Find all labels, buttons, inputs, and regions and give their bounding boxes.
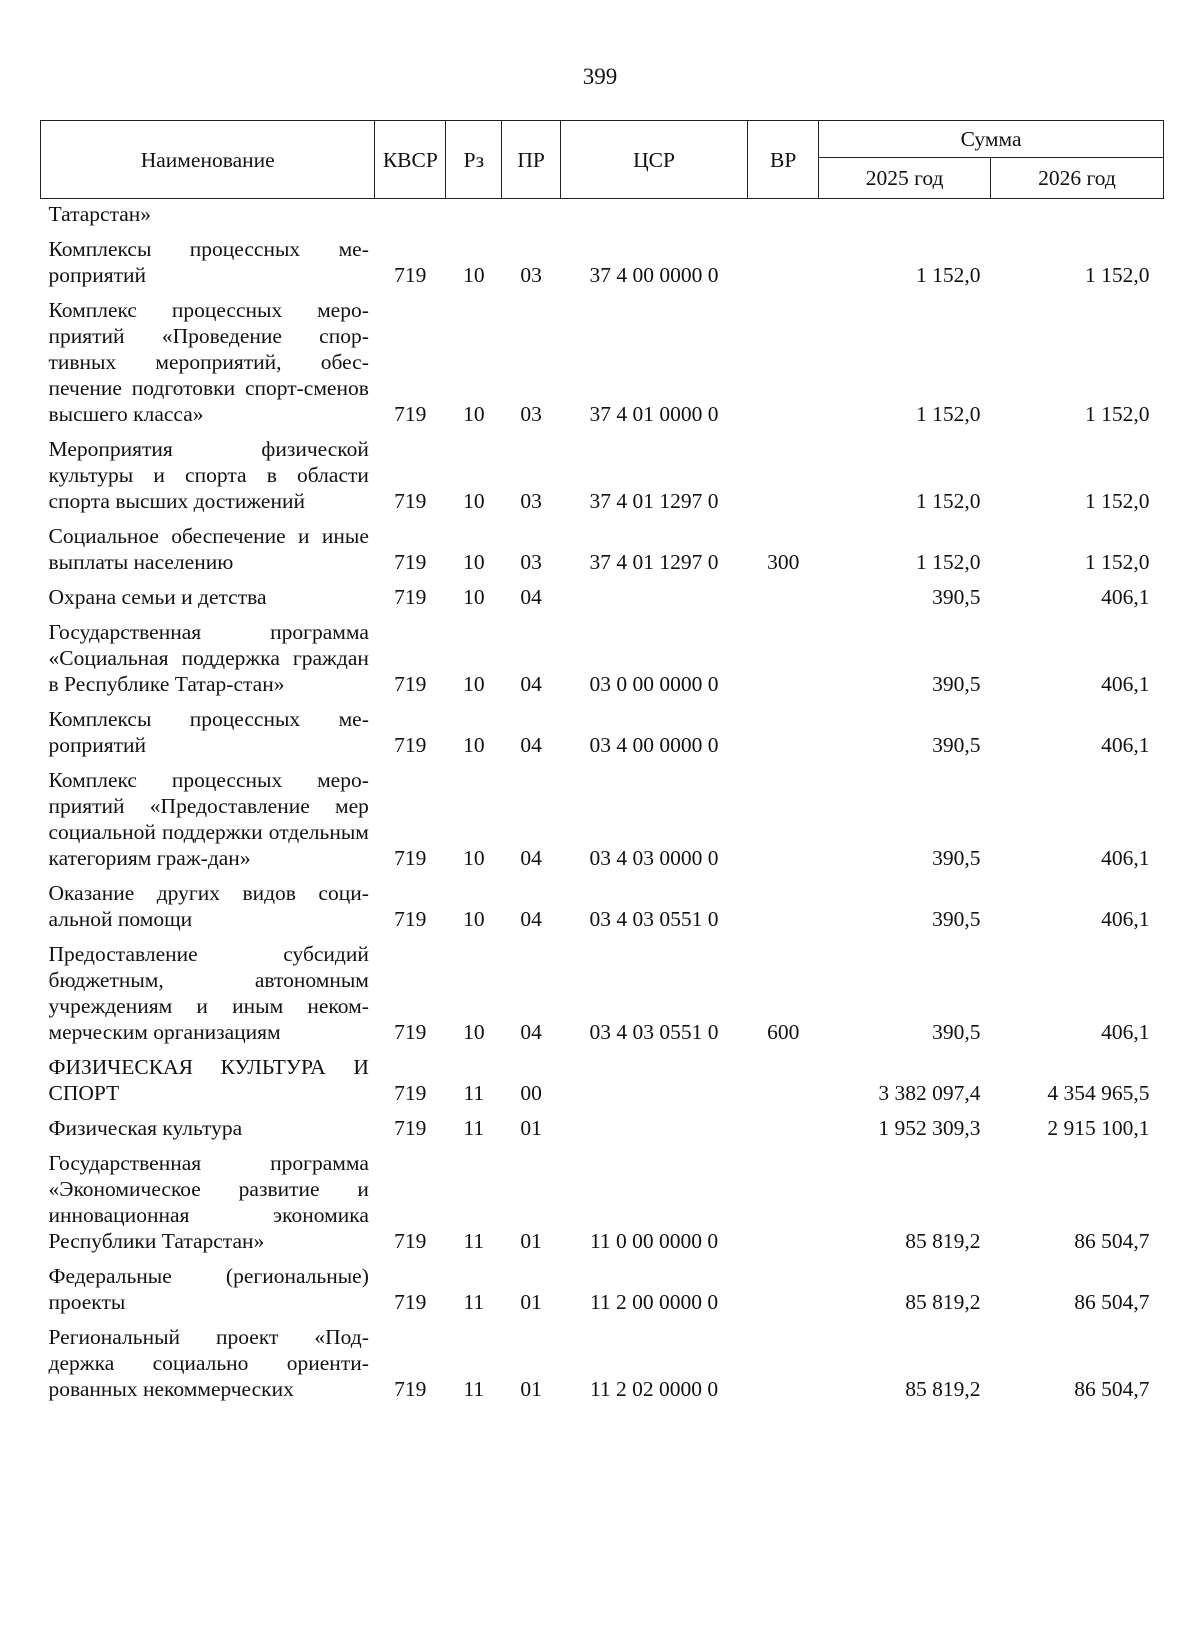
cell-sum-2025: 390,5 [932,907,981,931]
table-row [41,697,1164,758]
cell-kvsr: 719 [394,585,427,609]
cell-vr [748,199,819,228]
cell-sum-2025: 1 152,0 [916,402,981,426]
table-row [41,199,1164,228]
cell-name: Мероприятия физической культуры и спорта в области спорта высших достижений [48,437,369,513]
cell-sum-2025: 390,5 [932,672,981,696]
cell-sum-2025: 390,5 [932,846,981,870]
cell-sum-2026: 406,1 [1101,733,1150,757]
cell-kvsr: 719 [394,1020,427,1044]
cell-vr: 300 [767,550,800,574]
cell-csr: 37 4 01 1297 0 [589,550,719,574]
cell-sum-2025: 390,5 [932,585,981,609]
cell-rz: 11 [463,1229,485,1253]
header-vr: ВР [748,121,819,199]
cell-pr: 03 [520,402,542,426]
cell-name: Государственная программа «Социальная поддержка граждан в Республике Татар-стан» [48,620,369,696]
cell-kvsr: 719 [394,402,427,426]
cell-name: Федеральные (региональные) проекты [48,1264,369,1314]
cell-vr: 600 [767,1020,800,1044]
page-number: 399 [582,64,618,89]
table-row [41,1141,1164,1254]
cell-pr: 01 [520,1116,542,1140]
table-row [41,227,1164,288]
cell-name: ФИЗИЧЕСКАЯ КУЛЬТУРА И СПОРТ [48,1055,369,1105]
cell-kvsr: 719 [394,733,427,757]
table-row [41,932,1164,1045]
cell-kvsr: 719 [394,1081,427,1105]
cell-vr [748,575,819,610]
cell-csr [560,199,748,228]
cell-csr: 03 4 03 0000 0 [589,846,719,870]
cell-rz: 10 [463,402,485,426]
cell-csr: 11 2 02 0000 0 [589,1377,719,1401]
cell-sum-2026: 4 354 965,5 [1047,1081,1150,1105]
cell-kvsr: 719 [394,489,427,513]
cell-sum-2025: 1 152,0 [916,489,981,513]
cell-csr: 37 4 01 1297 0 [589,489,719,513]
cell-rz [446,199,502,228]
table-row [41,1045,1164,1106]
cell-sum-2026: 86 504,7 [1074,1377,1150,1401]
header-name: Наименование [41,121,375,199]
cell-csr: 03 4 03 0551 0 [589,1020,719,1044]
cell-rz: 10 [463,733,485,757]
cell-vr [748,1254,819,1315]
cell-rz: 10 [463,263,485,287]
cell-vr [748,697,819,758]
table-row [41,1106,1164,1141]
cell-rz: 11 [463,1116,485,1140]
cell-pr: 04 [520,1020,542,1044]
cell-vr [748,871,819,932]
cell-sum-2026: 406,1 [1101,1020,1150,1044]
header-sum: Сумма [819,121,1164,158]
table-row [41,610,1164,697]
header-year-2026: 2026 год [991,158,1164,199]
cell-csr: 03 0 00 0000 0 [589,672,719,696]
cell-pr: 04 [520,907,542,931]
cell-vr [748,610,819,697]
cell-pr: 01 [520,1290,542,1314]
cell-csr: 37 4 00 0000 0 [589,263,719,287]
cell-sum-2025: 1 152,0 [916,263,981,287]
cell-name: Оказание других видов соци-альной помощи [48,881,369,931]
cell-rz: 11 [463,1081,485,1105]
cell-rz: 10 [463,907,485,931]
cell-csr: 03 4 00 0000 0 [589,733,719,757]
cell-pr: 04 [520,846,542,870]
table-row [41,288,1164,427]
cell-sum-2025: 390,5 [932,1020,981,1044]
cell-name: Предоставление субсидий бюджетным, автономным учреждениям и иным неком-мерческим организациям [48,942,369,1044]
cell-rz: 11 [463,1290,485,1314]
cell-pr: 04 [520,672,542,696]
cell-csr: 11 2 00 0000 0 [589,1290,719,1314]
cell-sum-2025: 85 819,2 [905,1229,981,1253]
cell-csr: 11 0 00 0000 0 [589,1229,719,1253]
table-row [41,427,1164,514]
budget-table [40,120,1164,1402]
cell-kvsr: 719 [394,1290,427,1314]
cell-rz: 11 [463,1377,485,1401]
cell-csr: 37 4 01 0000 0 [589,402,719,426]
cell-pr: 03 [520,489,542,513]
table-row [41,514,1164,575]
table-body [41,199,1164,1403]
cell-vr [748,227,819,288]
cell-sum-2025: 1 952 309,3 [878,1116,981,1140]
cell-kvsr: 719 [394,1116,427,1140]
cell-vr [748,427,819,514]
cell-csr: 03 4 03 0551 0 [589,907,719,931]
cell-vr [748,758,819,871]
cell-sum-2025: 1 152,0 [916,550,981,574]
cell-name: Татарстан» [48,202,152,226]
cell-csr [560,575,748,610]
cell-pr [502,199,560,228]
cell-sum-2026: 406,1 [1101,907,1150,931]
table-row [41,1315,1164,1402]
cell-name: Охрана семьи и детства [48,585,267,609]
cell-name: Физическая культура [48,1116,243,1140]
cell-sum-2026: 406,1 [1101,585,1150,609]
cell-sum-2025: 85 819,2 [905,1290,981,1314]
cell-pr: 00 [520,1081,542,1105]
cell-rz: 10 [463,585,485,609]
cell-vr [748,1045,819,1106]
cell-sum-2026: 1 152,0 [1085,550,1150,574]
cell-kvsr [375,199,446,228]
cell-name: Комплексы процессных ме-роприятий [48,237,369,287]
cell-sum-2026: 406,1 [1101,672,1150,696]
cell-kvsr: 719 [394,672,427,696]
header-rz: Рз [446,121,502,199]
cell-kvsr: 719 [394,1229,427,1253]
cell-vr [748,1141,819,1254]
cell-rz: 10 [463,1020,485,1044]
cell-sum-2026 [991,199,1164,228]
cell-sum-2026: 1 152,0 [1085,402,1150,426]
cell-rz: 10 [463,672,485,696]
cell-sum-2026: 1 152,0 [1085,489,1150,513]
cell-name: Комплексы процессных ме-роприятий [48,707,369,757]
cell-sum-2025: 3 382 097,4 [878,1081,981,1105]
cell-pr: 01 [520,1229,542,1253]
cell-pr: 03 [520,263,542,287]
cell-rz: 10 [463,550,485,574]
cell-sum-2026: 2 915 100,1 [1047,1116,1150,1140]
table-row [41,758,1164,871]
table-row [41,575,1164,610]
cell-kvsr: 719 [394,263,427,287]
table-row [41,871,1164,932]
table-row [41,1254,1164,1315]
cell-vr [748,1106,819,1141]
cell-sum-2026: 86 504,7 [1074,1229,1150,1253]
table-header [41,121,1164,199]
cell-kvsr: 719 [394,1377,427,1401]
cell-rz: 10 [463,489,485,513]
cell-csr [560,1045,748,1106]
cell-vr [748,1315,819,1402]
header-year-2025: 2025 год [819,158,991,199]
cell-sum-2025 [819,199,991,228]
cell-kvsr: 719 [394,907,427,931]
cell-name: Региональный проект «Под-держка социально ориенти-рованных некоммерческих [48,1325,369,1401]
header-pr: ПР [502,121,560,199]
header-kvsr: КВСР [375,121,446,199]
cell-csr [560,1106,748,1141]
cell-sum-2026: 86 504,7 [1074,1290,1150,1314]
cell-pr: 04 [520,585,542,609]
cell-name: Комплекс процессных меро-приятий «Проведение спор-тивных мероприятий, обес-печение подготовки спорт-сменов высшего класса» [48,298,369,426]
header-csr: ЦСР [560,121,748,199]
cell-sum-2025: 390,5 [932,733,981,757]
cell-kvsr: 719 [394,846,427,870]
cell-rz: 10 [463,846,485,870]
cell-pr: 04 [520,733,542,757]
cell-name: Государственная программа «Экономическое развитие и инновационная экономика Республики Татарстан» [48,1151,369,1253]
cell-vr [748,288,819,427]
cell-pr: 03 [520,550,542,574]
cell-sum-2026: 1 152,0 [1085,263,1150,287]
cell-name: Комплекс процессных меро-приятий «Предоставление мер социальной поддержки отдельным категориям граж-дан» [48,768,369,870]
cell-pr: 01 [520,1377,542,1401]
cell-kvsr: 719 [394,550,427,574]
cell-sum-2026: 406,1 [1101,846,1150,870]
cell-sum-2025: 85 819,2 [905,1377,981,1401]
cell-name: Социальное обеспечение и иные выплаты населению [48,524,369,574]
